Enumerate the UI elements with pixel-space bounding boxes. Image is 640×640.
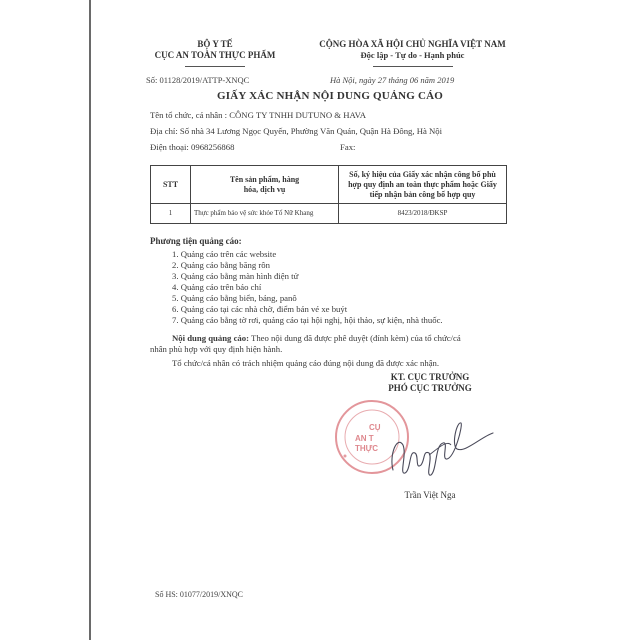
issuer-underline <box>185 66 245 67</box>
media-section-title: Phương tiện quảng cáo: <box>150 236 242 246</box>
signature-line-2: PHÓ CỤC TRƯỞNG <box>388 383 472 393</box>
national-motto: Độc lập - Tự do - Hạnh phúc <box>360 50 465 60</box>
issuer-block <box>150 39 280 61</box>
content-text-2: nhân phù hợp với quy định hiện hành. <box>150 344 283 354</box>
header-product-text: Tên sản phẩm, hàng hóa, dịch vụ <box>229 174 300 194</box>
organization-phone: Điện thoại: 0968256868 <box>150 142 235 152</box>
organization-fax: Fax: <box>340 142 356 152</box>
signer-name: Trần Việt Nga <box>404 490 456 500</box>
stamp-text-2: AN T <box>355 434 374 443</box>
responsibility-text: Tổ chức/cá nhân có trách nhiệm quảng cáo đúng nội dung đã được xác nhận. <box>172 358 440 368</box>
stamp-text-1: CỤ <box>369 423 381 432</box>
signature-line-1: KT. CỤC TRƯỞNG <box>390 372 470 382</box>
list-item: 1. Quảng cáo trên các website <box>172 249 277 259</box>
ministry-name: BỘ Y TẾ <box>197 39 233 49</box>
page-edge-line <box>89 0 91 640</box>
motto-underline <box>373 66 453 67</box>
organization-name: Tên tổ chức, cá nhân : CÔNG TY TNHH DUTUNO & HAVA <box>150 110 367 120</box>
list-item: 4. Quảng cáo trên báo chí <box>172 282 262 292</box>
list-item: 7. Quảng cáo bằng tờ rơi, quảng cáo tại hội nghị, hội thảo, sự kiện, nhà thuốc. <box>172 315 443 325</box>
file-number: Số HS: 01077/2019/XNQC <box>155 590 244 599</box>
place-date: Hà Nội, ngày 27 tháng 06 năm 2019 <box>330 75 455 85</box>
cell-cert-number: 8423/2018/ĐKSP <box>339 204 507 224</box>
header-stt: STT <box>151 166 191 204</box>
table-header-row <box>151 166 507 204</box>
list-item: 6. Quảng cáo tại các nhà chờ, điểm bán vé xe buýt <box>172 304 348 314</box>
document-number: Số: 01128/2019/ATTP-XNQC <box>146 75 250 85</box>
media-list <box>172 249 443 326</box>
content-paragraph <box>172 333 461 344</box>
content-text-1: Theo nội dung đã được phê duyệt (đính kèm) của tổ chức/cá <box>249 333 461 343</box>
header-product <box>191 166 339 204</box>
header-cert: Số, ký hiệu của Giấy xác nhận công bố phù hợp quy định an toàn thực phẩm hoặc Giấy tiếp nhận bản công bố hợp quy <box>339 166 507 204</box>
national-header <box>305 39 520 61</box>
list-item: 5. Quảng cáo bằng biển, bảng, panô <box>172 293 297 303</box>
table-row <box>151 204 507 224</box>
document-title: GIẤY XÁC NHẬN NỘI DUNG QUẢNG CÁO <box>217 90 443 102</box>
list-item: 3. Quảng cáo bằng màn hình điện tử <box>172 271 299 281</box>
content-label: Nội dung quảng cáo: <box>172 333 250 343</box>
stamp-text-3: THỰC <box>355 444 379 453</box>
list-item: 2. Quảng cáo bằng băng rôn <box>172 260 270 270</box>
handwritten-signature-icon <box>385 415 495 485</box>
agency-name: CỤC AN TOÀN THỰC PHẨM <box>154 50 276 60</box>
organization-address: Địa chỉ: Số nhà 34 Lương Ngọc Quyến, Phường Văn Quán, Quận Hà Đông, Hà Nội <box>150 126 443 136</box>
cell-stt: 1 <box>151 204 191 224</box>
product-table <box>150 165 507 224</box>
cell-product: Thực phẩm bảo vệ sức khỏe Tố Nữ Khang <box>191 204 339 224</box>
signature-title <box>350 372 510 394</box>
country-name: CỘNG HÒA XÃ HỘI CHỦ NGHĨA VIỆT NAM <box>319 39 506 49</box>
